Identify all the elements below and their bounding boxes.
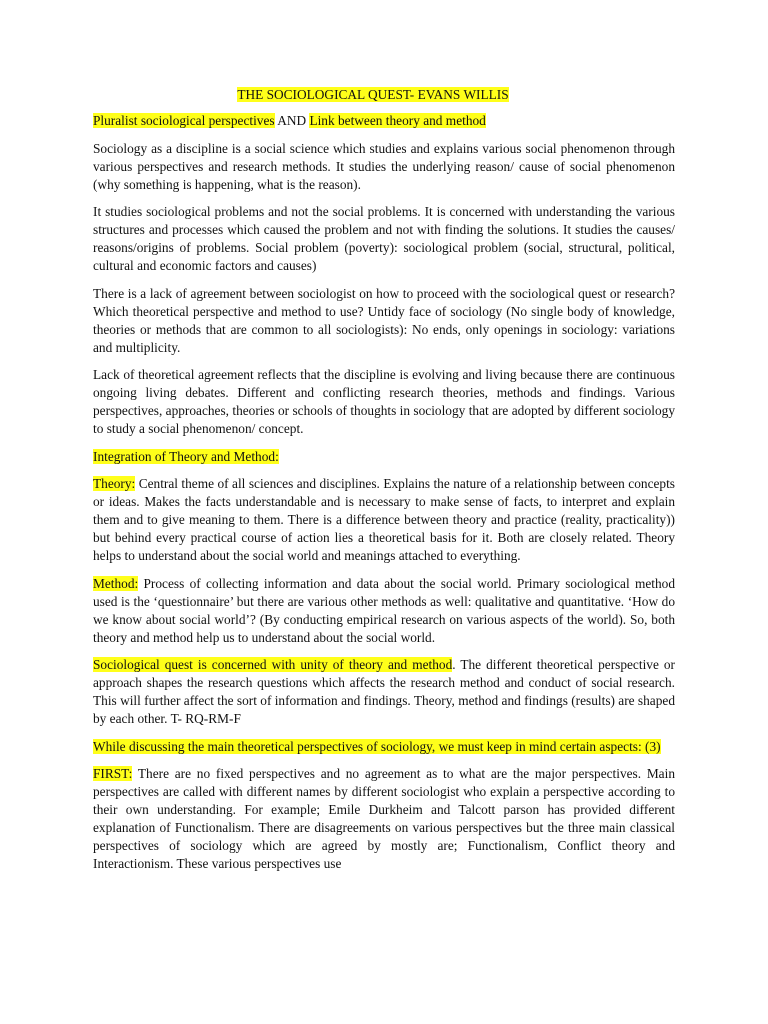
aspects-heading: While discussing the main theoretical perspectives of sociology, we must keep in mind certain aspects: (3) bbox=[93, 738, 661, 754]
integration-heading: Integration of Theory and Method: bbox=[93, 448, 279, 464]
document-title bbox=[93, 86, 675, 104]
first-label: FIRST: bbox=[93, 766, 133, 781]
paragraph-3: There is a lack of agreement between sociologist on how to proceed with the sociological quest or research? Which theoretical perspective and method to use? Untidy face of sociology (No single body of knowledge, theories or methods that are common to all sociologists): No ends, only openings in sociology: variations and multiplicity. bbox=[93, 285, 675, 355]
theory-label: Theory: bbox=[93, 476, 136, 491]
method-text: Process of collecting information and data about the social world. Primary sociological method used is the ‘questionnaire’ but there are various other methods as well: qualitative and quantitative. ‘How do we know about social world’? (By conducting empirical research on various aspects of the world). So, both theory and method help us to understand about the social world. bbox=[93, 575, 675, 645]
unity-text: . The different theoretical perspective or approach shapes the research questions which affects the research method and conduct of social research. This will further affect the sort of information and findings. Theory, method and findings (results) are shaped by each other. T- RQ-RM-F bbox=[93, 657, 675, 726]
subtitle-connector: AND bbox=[274, 113, 310, 128]
subtitle-part-1: Pluralist sociological perspectives bbox=[93, 113, 275, 128]
unity-label: Sociological quest is concerned with unity of theory and method bbox=[93, 657, 453, 672]
paragraph-2: It studies sociological problems and not the social problems. It is concerned with understanding the various structures and processes which caused the problem and not with finding the solutions. It studies the causes/ reasons/origins of problems. Social problem (poverty): sociological problem (social, structural, political, cultural and economic factors and causes) bbox=[93, 204, 675, 273]
first-text: There are no fixed perspectives and no agreement as to what are the major perspectives. Main perspectives are called with different names by different sociologist who explain a perspective according to their own understanding. For example; Emile Durkheim and Talcott parson has provided different explanation of Functionalism. There are disagreements on various perspectives but the three main classical perspectives of sociology which are agreed by mostly are; Functionalism, Conflict theory and Interactionism. These various perspectives use bbox=[93, 766, 675, 871]
method-paragraph bbox=[93, 575, 675, 647]
title-text: THE SOCIOLOGICAL QUEST- EVANS WILLIS bbox=[237, 87, 509, 102]
first-paragraph bbox=[93, 765, 675, 873]
paragraph-1: Sociology as a discipline is a social science which studies and explains various social phenomenon through various perspectives and research methods. It studies the underlying reason/ cause of social phenomenon (why something is happening, what is the reason). bbox=[93, 140, 675, 192]
paragraph-4: Lack of theoretical agreement reflects that the discipline is evolving and living because there are continuous ongoing living debates. Different and conflicting research theories, methods and findings. Various perspectives, approaches, theories or schools of thoughts in sociology that are adopted by different sociology to study a social phenomenon/ concept. bbox=[93, 367, 675, 436]
method-label: Method: bbox=[93, 575, 139, 591]
theory-text: Central theme of all sciences and disciplines. Explains the nature of a relationship between concepts or ideas. Makes the facts understandable and is necessary to make sense of facts, to interpret and explain them and to give meaning to them. There is a difference between theory and practice (reality, practicality)) but behind every practical course of action lies a theoretical basis for it. Both are closely related. Theory helps to understand about the social world and meanings attached to everything. bbox=[93, 476, 675, 563]
subtitle-part-2: Link between theory and method bbox=[309, 113, 486, 128]
document-body bbox=[93, 86, 675, 883]
subtitle-line bbox=[93, 112, 675, 130]
theory-paragraph bbox=[93, 475, 675, 565]
unity-paragraph bbox=[93, 656, 675, 728]
integration-heading-line bbox=[93, 448, 675, 466]
aspects-heading-line bbox=[93, 738, 675, 756]
